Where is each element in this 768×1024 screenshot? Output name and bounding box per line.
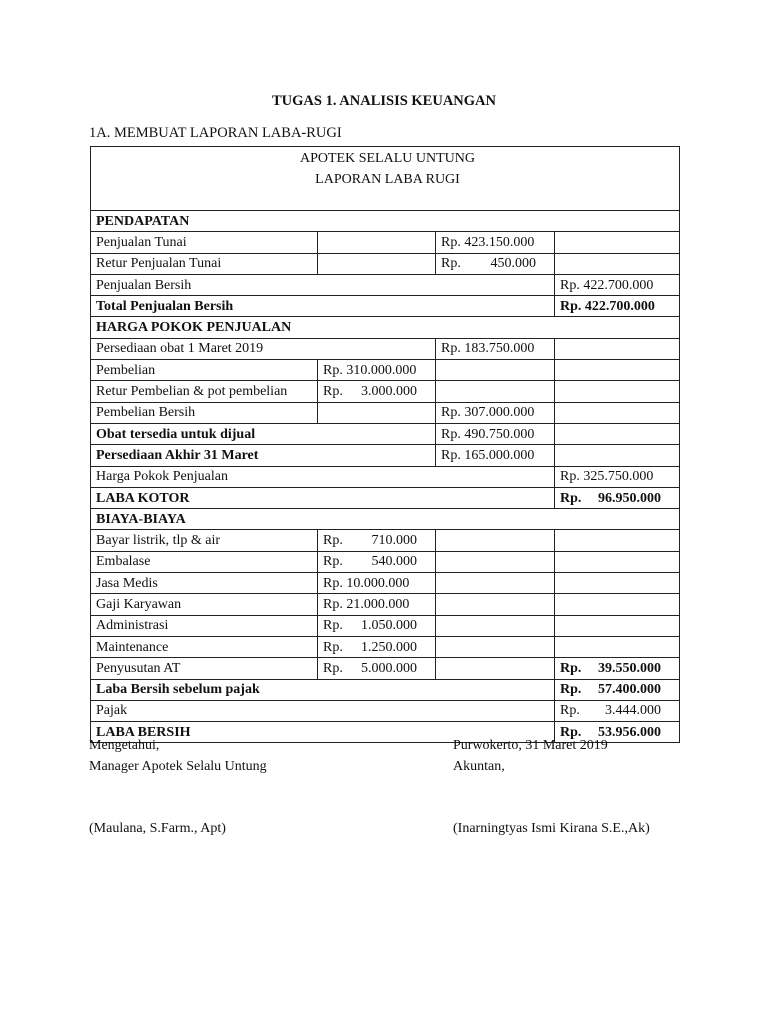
row-label: Total Penjualan Bersih (91, 296, 555, 317)
row-label: Obat tersedia untuk dijual (91, 423, 436, 444)
table-row (91, 423, 680, 444)
cell-empty (555, 445, 680, 466)
cell-value (318, 636, 436, 657)
row-label: Pembelian (91, 360, 318, 381)
cell-value (555, 700, 680, 721)
amount: 540.000 (371, 554, 417, 570)
amount: 710.000 (371, 533, 417, 549)
document-title: TUGAS 1. ANALISIS KEUANGAN (272, 93, 496, 109)
cell-empty (555, 360, 680, 381)
table-row (91, 573, 680, 594)
company-name: APOTEK SELALU UNTUNG (300, 151, 475, 166)
currency-label: Rp. (323, 639, 343, 655)
cell-empty (555, 381, 680, 402)
cell-value: Rp. 165.000.000 (436, 445, 555, 466)
cell-empty (555, 232, 680, 253)
cell-empty (555, 551, 680, 572)
cell-empty (555, 594, 680, 615)
cell-empty (318, 402, 436, 423)
row-label: Pembelian Bersih (91, 402, 318, 423)
amount: 3.444.000 (605, 703, 661, 719)
signature-left-name: (Maulana, S.Farm., Apt) (89, 821, 226, 836)
cell-empty (436, 573, 555, 594)
table-row (91, 381, 680, 402)
section-hpp: HARGA POKOK PENJUALAN (91, 317, 680, 338)
currency-label: Rp. (560, 724, 582, 740)
cell-value (318, 530, 436, 551)
signature-right-line2: Akuntan, (453, 759, 505, 774)
currency-label: Rp. (323, 554, 343, 570)
table-row (91, 360, 680, 381)
cell-empty (436, 594, 555, 615)
cell-empty (318, 232, 436, 253)
row-label: Pajak (91, 700, 555, 721)
cell-empty (436, 360, 555, 381)
section-pendapatan: PENDAPATAN (91, 211, 680, 232)
amount: 57.400.000 (598, 682, 661, 698)
signature-right-name: (Inarningtyas Ismi Kirana S.E.,Ak) (453, 821, 650, 836)
table-row (91, 615, 680, 636)
cell-value: Rp. 310.000.000 (318, 360, 436, 381)
table-row (91, 551, 680, 572)
table-row (91, 253, 680, 274)
cell-empty (555, 423, 680, 444)
row-label: LABA BERSIH (91, 722, 555, 743)
amount: 3.000.000 (361, 384, 417, 400)
cell-value: Rp. 10.000.000 (318, 573, 436, 594)
cell-empty (555, 615, 680, 636)
cell-value (555, 679, 680, 700)
cell-value: Rp. 21.000.000 (318, 594, 436, 615)
signature-left-line1: Mengetahui, (89, 738, 160, 753)
cell-empty (436, 381, 555, 402)
cell-empty (555, 402, 680, 423)
table-row (91, 636, 680, 657)
amount: 1.250.000 (361, 639, 417, 655)
table-row (91, 658, 680, 679)
table-row (91, 466, 680, 487)
cell-value (318, 381, 436, 402)
cell-empty (555, 573, 680, 594)
cell-empty (555, 636, 680, 657)
row-label: Maintenance (91, 636, 318, 657)
cell-value (555, 658, 680, 679)
row-label: Persediaan Akhir 31 Maret (91, 445, 436, 466)
table-row (91, 232, 680, 253)
row-label: Jasa Medis (91, 573, 318, 594)
row-label: Penjualan Tunai (91, 232, 318, 253)
cell-value: Rp. 422.700.000 (555, 296, 680, 317)
currency-label: Rp. (323, 533, 343, 549)
table-row (91, 338, 680, 359)
cell-value (318, 658, 436, 679)
currency-label: Rp. (560, 490, 582, 506)
cell-empty (436, 636, 555, 657)
row-label: Embalase (91, 551, 318, 572)
table-row (91, 402, 680, 423)
row-label: Gaji Karyawan (91, 594, 318, 615)
amount: 1.050.000 (361, 618, 417, 634)
table-row (91, 700, 680, 721)
cell-empty (318, 253, 436, 274)
row-label: Bayar listrik, tlp & air (91, 530, 318, 551)
currency-label: Rp. (323, 384, 343, 400)
amount: 53.956.000 (598, 724, 661, 740)
section-row (91, 317, 680, 338)
cell-value: Rp. 422.700.000 (555, 274, 680, 295)
currency-label: Rp. (323, 660, 343, 676)
cell-value (318, 615, 436, 636)
row-label: Administrasi (91, 615, 318, 636)
row-label: Laba Bersih sebelum pajak (91, 679, 555, 700)
table-row (91, 530, 680, 551)
amount: 39.550.000 (598, 660, 661, 676)
section-subtitle: 1A. MEMBUAT LAPORAN LABA-RUGI (89, 125, 342, 141)
cell-value (436, 253, 555, 274)
currency-label: Rp. (560, 682, 582, 698)
amount: 450.000 (490, 256, 536, 272)
amount: 96.950.000 (598, 490, 661, 506)
cell-empty (436, 530, 555, 551)
cell-value (318, 551, 436, 572)
currency-label: Rp. (560, 660, 582, 676)
report-name: LAPORAN LABA RUGI (315, 172, 460, 187)
currency-label: Rp. (441, 256, 461, 272)
row-label: Harga Pokok Penjualan (91, 466, 555, 487)
cell-value: Rp. 325.750.000 (555, 466, 680, 487)
signature-right-line1: Purwokerto, 31 Maret 2019 (453, 738, 608, 753)
table-row (91, 487, 680, 508)
row-label: Retur Pembelian & pot pembelian (91, 381, 318, 402)
cell-value: Rp. 183.750.000 (436, 338, 555, 359)
row-label: LABA KOTOR (91, 487, 555, 508)
section-row (91, 211, 680, 232)
cell-empty (555, 253, 680, 274)
cell-value: Rp. 423.150.000 (436, 232, 555, 253)
income-statement-table (90, 146, 680, 743)
table-row (91, 296, 680, 317)
cell-empty (436, 658, 555, 679)
row-label: Persediaan obat 1 Maret 2019 (91, 338, 436, 359)
currency-label: Rp. (560, 703, 580, 719)
table-header (91, 147, 680, 211)
table-row (91, 679, 680, 700)
cell-empty (436, 615, 555, 636)
cell-value: Rp. 307.000.000 (436, 402, 555, 423)
currency-label: Rp. (323, 618, 343, 634)
signature-left-line2: Manager Apotek Selalu Untung (89, 759, 267, 774)
row-label: Retur Penjualan Tunai (91, 253, 318, 274)
cell-value (555, 487, 680, 508)
row-label: Penjualan Bersih (91, 274, 555, 295)
cell-empty (436, 551, 555, 572)
cell-value: Rp. 490.750.000 (436, 423, 555, 444)
row-label: Penyusutan AT (91, 658, 318, 679)
cell-empty (555, 530, 680, 551)
table-row (91, 274, 680, 295)
table-row (91, 445, 680, 466)
table-row (91, 594, 680, 615)
section-biaya: BIAYA-BIAYA (91, 509, 680, 530)
cell-empty (555, 338, 680, 359)
amount: 5.000.000 (361, 660, 417, 676)
table-header-row (91, 147, 680, 211)
section-row (91, 509, 680, 530)
